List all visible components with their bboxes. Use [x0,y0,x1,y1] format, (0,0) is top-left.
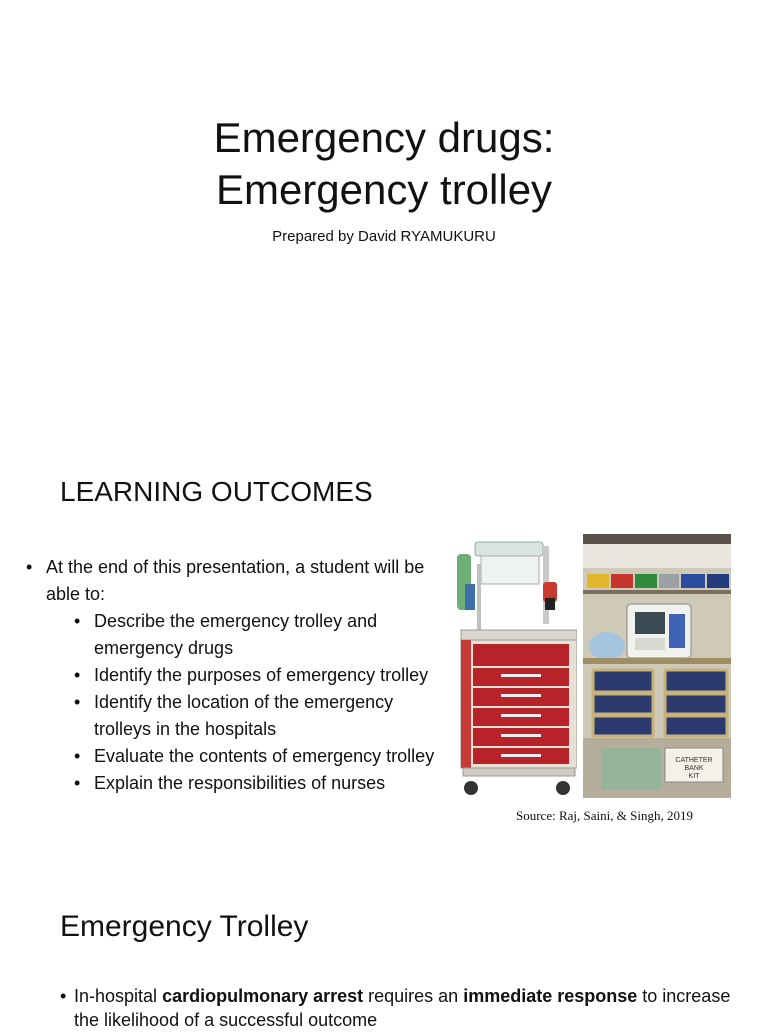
bullet-bold-2: immediate response [463,986,638,1006]
bullet-text-part1: In-hospital [74,986,163,1006]
bullet-bold-1: cardiopulmonary arrest [162,986,364,1006]
emergency-trolley-slide [0,880,768,1030]
presentation-title [0,112,768,216]
presenter-subtitle: Prepared by David RYAMUKURU [272,228,496,245]
emergency-trolley-title: Emergency Trolley [60,910,309,943]
trolley-photos [451,534,731,798]
outcome-item: • Identify the purposes of emergency trolley [74,662,436,689]
outcome-item: • Describe the emergency trolley and emergency drugs [74,608,436,662]
intro-bullet [26,554,436,797]
learning-outcomes-slide [0,450,768,880]
outcome-item: • Identify the location of the emergency trolleys in the hospitals [74,689,436,743]
emergency-shelf-photo [583,534,731,798]
title-slide [0,0,768,430]
emergency-trolley-photo [451,534,577,798]
image-source-caption: Source: Raj, Saini, & Singh, 2019 [516,808,693,823]
title-line-1: Emergency drugs: [213,114,555,161]
title-line-2: Emergency trolley [215,166,553,213]
bullet-text-part2: requires an [363,986,464,1006]
learning-outcomes-title: LEARNING OUTCOMES [60,476,373,507]
trolley-bullets [60,984,740,1032]
outcomes-list [26,554,436,797]
outcome-sublist [46,608,436,797]
svg-text:KIT: KIT [688,773,700,780]
svg-text:BANK: BANK [684,765,704,772]
svg-text:CATHETER: CATHETER [675,757,713,764]
outcome-item: • Explain the responsibilities of nurses [74,770,436,797]
intro-text: At the end of this presentation, a student will be able to: [46,557,425,604]
trolley-bullet [60,984,740,1032]
bullet-text-part3: to increase the likelihood of a successful outcome [74,986,731,1030]
outcome-item: • Evaluate the contents of emergency trolley [74,743,436,770]
